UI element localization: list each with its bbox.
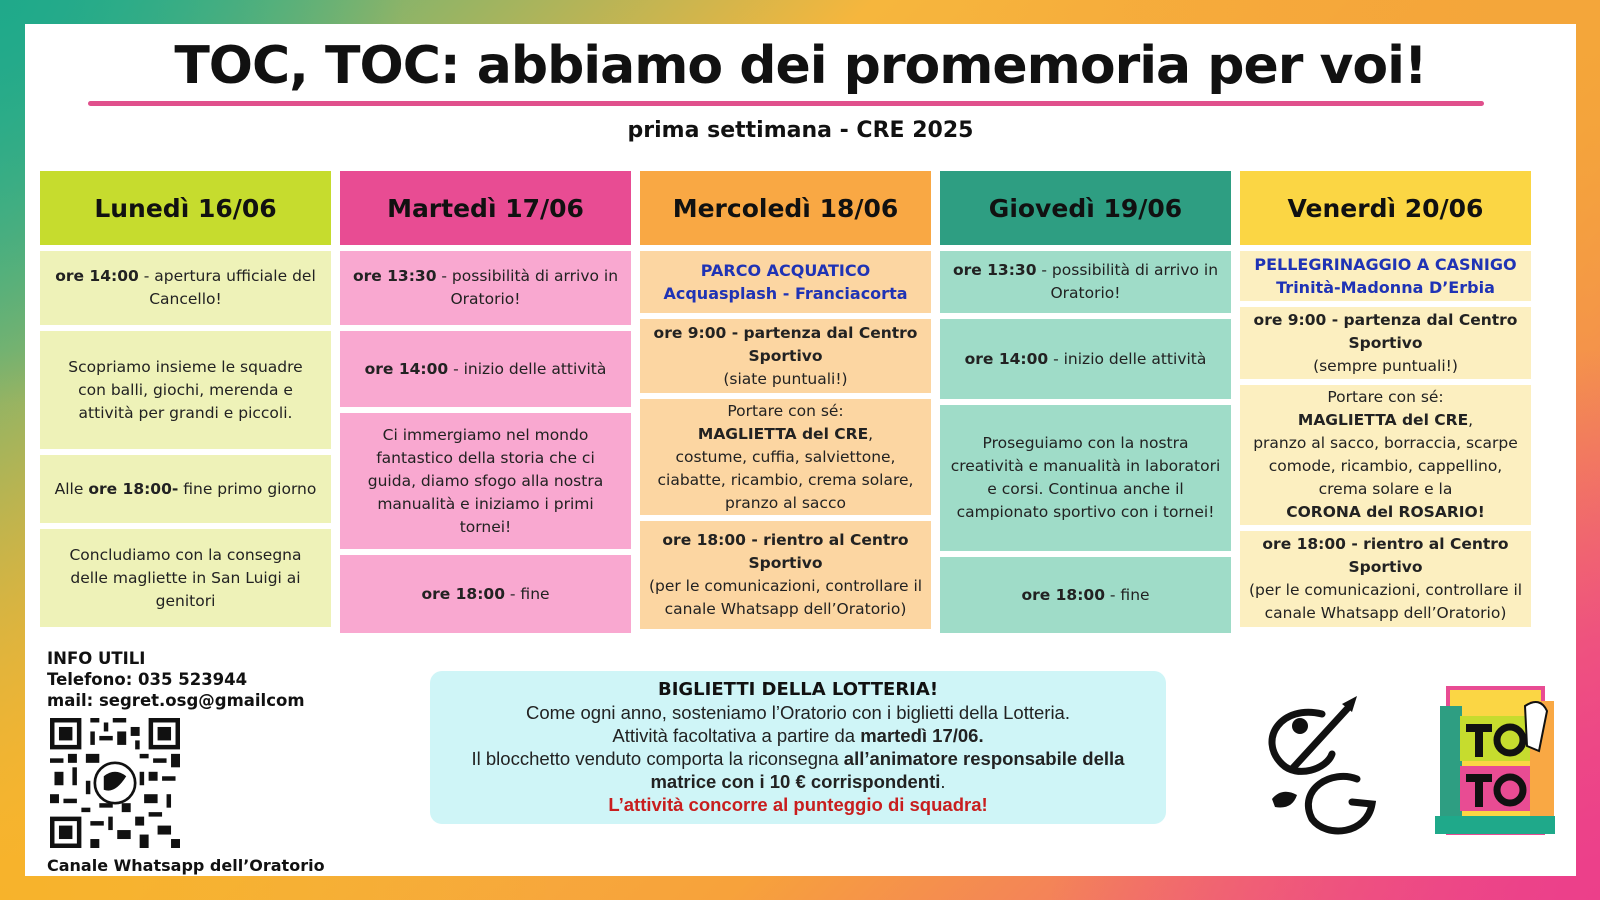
time-label: ore 18:00 <box>1021 585 1105 604</box>
cell-text: Ci immergiamo nel mondo fantastico della storia che ci guida, diamo sfogo alla nostra manualità e iniziamo i primi tornei! <box>367 425 604 536</box>
cell-text: fine primo giorno <box>178 479 317 498</box>
cell-text: - possibilità di arrivo in Oratorio! <box>436 267 619 308</box>
time-label: ore 14:00 <box>55 267 139 285</box>
cell-text: (per le comunicazioni, controllare il canale Whatsapp dell’Oratorio) <box>648 577 923 618</box>
time-label: ore 13:30 <box>352 267 437 285</box>
lunedi-cell-4 <box>40 529 331 627</box>
time-label: ore 9:00 - partenza dal Centro Sportivo <box>653 323 918 365</box>
time-label: ore 9:00 - partenza dal Centro Sportivo <box>1253 310 1518 352</box>
event-location: Trinità-Madonna D’Erbia <box>1276 278 1495 297</box>
cell-text: (sempre puntuali!) <box>1313 356 1458 375</box>
lottery-line-3 <box>430 747 1166 793</box>
cell-text: costume, cuffia, salviettone, ciabatte, ricambio, crema solare, pranzo al sacco <box>657 447 914 512</box>
highlight-text: MAGLIETTA del CRE <box>697 424 869 443</box>
giovedi-cell-1 <box>940 251 1231 313</box>
lottery-highlight: all’animatore responsabile della matrice con i 10 € corrispondenti <box>650 748 1125 792</box>
info-mail: mail: segret.osg@gmailcom <box>47 691 305 710</box>
cell-text: Scopriamo insieme le squadre con balli, giochi, merenda e attività per grandi e piccoli. <box>68 357 303 422</box>
giovedi-cell-3 <box>940 405 1231 551</box>
day-header-mercoledi: Mercoledì 18/06 <box>640 171 931 245</box>
cell-text: - possibilità di arrivo in Oratorio! <box>1036 261 1219 302</box>
cell-text: - inizio delle attività <box>448 359 607 378</box>
mercoledi-cell-3 <box>640 399 931 515</box>
venerdi-cell-4 <box>1240 531 1531 627</box>
cell-text: Alle <box>54 479 89 498</box>
info-title: INFO UTILI <box>47 649 146 668</box>
lottery-text: Attività facoltativa a partire da <box>612 725 861 746</box>
cell-text: , <box>1468 411 1474 429</box>
time-label: ore 18:00- <box>88 479 179 498</box>
day-header-martedi: Martedì 17/06 <box>340 171 631 245</box>
toc-toc-logo-icon <box>1430 676 1560 846</box>
time-label: ore 18:00 - rientro al Centro Sportivo <box>662 531 909 572</box>
cell-text: Proseguiamo con la nostra creatività e manualità in laboratori e corsi. Continua anche il campionato sportivo con i tornei! <box>950 434 1221 521</box>
martedi-cell-3 <box>340 413 631 549</box>
day-header-lunedi: Lunedì 16/06 <box>40 171 331 245</box>
qr-code-icon[interactable] <box>50 718 180 848</box>
info-phone: Telefono: 035 523944 <box>47 670 248 689</box>
mercoledi-cell-2 <box>640 319 931 393</box>
time-label: ore 14:00 <box>364 359 449 378</box>
time-label: ore 18:00 - rientro al Centro Sportivo <box>1262 535 1509 576</box>
oratorio-logo-icon <box>1252 684 1387 844</box>
column-lunedi <box>40 171 331 633</box>
mercoledi-cell-4 <box>640 521 931 629</box>
event-title: PELLEGRINAGGIO A CASNIGO <box>1254 255 1517 274</box>
page-subtitle: prima settimana - CRE 2025 <box>627 118 974 143</box>
venerdi-cell-3 <box>1240 385 1531 525</box>
page-title: TOC, TOC: abbiamo dei promemoria per voi! <box>174 36 1427 96</box>
lottery-text: Il blocchetto venduto comporta la riconsegna <box>471 748 844 769</box>
day-header-venerdi: Venerdì 20/06 <box>1240 171 1531 245</box>
lottery-line-2 <box>430 724 1166 747</box>
lunedi-cell-1 <box>40 251 331 325</box>
time-label: ore 13:30 <box>952 261 1037 279</box>
cell-text: pranzo al sacco, borraccia, scarpe comode, ricambio, cappellino, crema solare e la <box>1253 434 1518 498</box>
cell-text: - apertura ufficiale del Cancello! <box>138 267 316 308</box>
lottery-text: . <box>940 771 946 792</box>
event-location: Acquasplash - Franciacorta <box>663 284 908 303</box>
event-title: PARCO ACQUATICO <box>700 261 871 280</box>
column-venerdi <box>1240 171 1531 633</box>
cell-text: Concludiamo con la consegna delle magliette in San Luigi ai genitori <box>69 545 302 610</box>
lottery-line-1: Come ogni anno, sosteniamo l’Oratorio con i biglietti della Lotteria. <box>526 702 1070 723</box>
venerdi-cell-2 <box>1240 307 1531 379</box>
column-giovedi <box>940 171 1231 639</box>
title-underline <box>88 101 1484 106</box>
lunedi-cell-2 <box>40 331 331 449</box>
giovedi-cell-2 <box>940 319 1231 399</box>
time-label: ore 18:00 <box>421 584 505 603</box>
whatsapp-channel-label: Canale Whatsapp dell’Oratorio <box>47 856 325 875</box>
lottery-title: BIGLIETTI DELLA LOTTERIA! <box>657 679 939 700</box>
cell-text: (per le comunicazioni, controllare il canale Whatsapp dell’Oratorio) <box>1248 581 1523 622</box>
column-mercoledi <box>640 171 931 635</box>
cell-text: Portare con sé: <box>727 401 844 420</box>
lottery-date: martedì 17/06. <box>860 725 984 746</box>
day-header-giovedi: Giovedì 19/06 <box>940 171 1231 245</box>
info-block <box>47 648 305 711</box>
cell-text: Portare con sé: <box>1327 388 1444 406</box>
time-label: ore 14:00 <box>964 349 1049 368</box>
lunedi-cell-3 <box>40 455 331 523</box>
cell-text: - fine <box>504 584 550 603</box>
poster-card <box>25 24 1576 876</box>
column-martedi <box>340 171 631 639</box>
martedi-cell-2 <box>340 331 631 407</box>
martedi-cell-4 <box>340 555 631 633</box>
highlight-text: MAGLIETTA del CRE <box>1297 411 1469 429</box>
cell-text: - fine <box>1104 585 1150 604</box>
giovedi-cell-4 <box>940 557 1231 633</box>
lottery-line-4: L’attività concorre al punteggio di squadra! <box>608 794 988 815</box>
cell-text: , <box>868 424 874 443</box>
highlight-text: CORONA del ROSARIO! <box>1286 503 1485 521</box>
venerdi-cell-1 <box>1240 251 1531 301</box>
cell-text: (siate puntuali!) <box>723 369 848 388</box>
mercoledi-cell-1 <box>640 251 931 313</box>
lottery-box <box>430 671 1166 824</box>
cell-text: - inizio delle attività <box>1048 349 1207 368</box>
martedi-cell-1 <box>340 251 631 325</box>
